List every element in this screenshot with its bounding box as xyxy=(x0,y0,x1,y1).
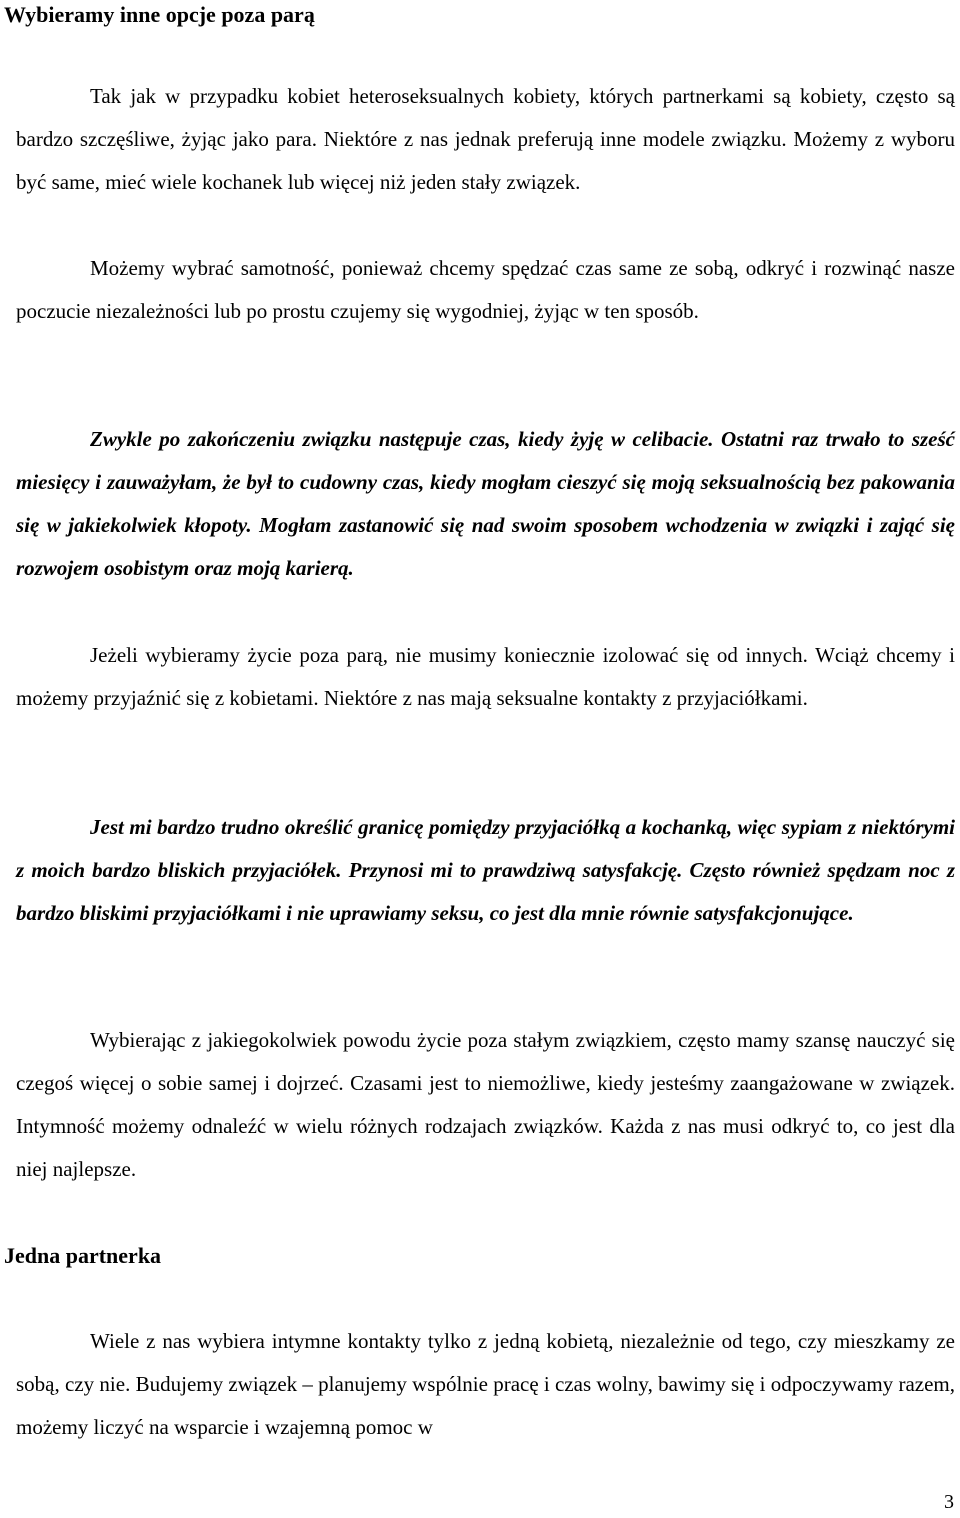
paragraph-friendships: Jeżeli wybieramy życie poza parą, nie musimy koniecznie izolować się od innych. Wciąż chcemy i możemy przyjaźnić się z kobietami. Niektóre z nas mają seksualne kontakty z przyjaciółkami. xyxy=(16,643,955,710)
quote-friends-lovers: Jest mi bardzo trudno określić granicę pomiędzy przyjaciółką a kochanką, więc sypiam z niektórymi z moich bardzo bliskich przyjaciółek. Przynosi mi to prawdziwą satysfakcję. Często również spędzam noc z bardzo bliskimi przyjaciółkami i nie uprawiamy seksu, co jest dla mnie równie satysfakcjonujące. xyxy=(16,815,955,925)
section-heading-other-options: Wybieramy inne opcje poza parą xyxy=(4,2,315,27)
paragraph-one-partner: Wiele z nas wybiera intymne kontakty tylko z jedną kobietą, niezależnie od tego, czy mieszkamy ze sobą, czy nie. Budujemy związek – planujemy wspólnie pracę i czas wolny, bawimy się i odpoczywamy razem, możemy liczyć na wsparcie i wzajemną pomoc w xyxy=(16,1329,955,1439)
paragraph-solitude: Możemy wybrać samotność, ponieważ chcemy spędzać czas same ze sobą, odkryć i rozwinąć nasze poczucie niezależności lub po prostu czujemy się wygodniej, żyjąc w ten sposób. xyxy=(16,256,955,323)
section-heading-one-partner: Jedna partnerka xyxy=(4,1243,162,1268)
page-number: 3 xyxy=(944,1491,954,1513)
paragraph-intro: Tak jak w przypadku kobiet heteroseksualnych kobiety, których partnerkami są kobiety, często są bardzo szczęśliwe, żyjąc jako para. Niektóre z nas jednak preferują inne modele związku. Możemy z wyboru być same, mieć wiele kochanek lub więcej niż jeden stały związek. xyxy=(16,84,955,194)
paragraph-life-outside-relationship: Wybierając z jakiegokolwiek powodu życie poza stałym związkiem, często mamy szansę nauczyć się czegoś więcej o sobie samej i dojrzeć. Czasami jest to niemożliwe, kiedy jesteśmy zaangażowane w związek. Intymność możemy odnaleźć w wielu różnych rodzajach związków. Każda z nas musi odkryć to, co jest dla niej najlepsze. xyxy=(16,1028,955,1181)
quote-celibacy: Zwykle po zakończeniu związku następuje czas, kiedy żyję w celibacie. Ostatni raz trwało to sześć miesięcy i zauważyłam, że był to cudowny czas, kiedy mogłam cieszyć się moją seksualnością bez pakowania się w jakiekolwiek kłopoty. Mogłam zastanowić się nad swoim sposobem wchodzenia w związki i zająć się rozwojem osobistym oraz moją karierą. xyxy=(16,427,955,580)
